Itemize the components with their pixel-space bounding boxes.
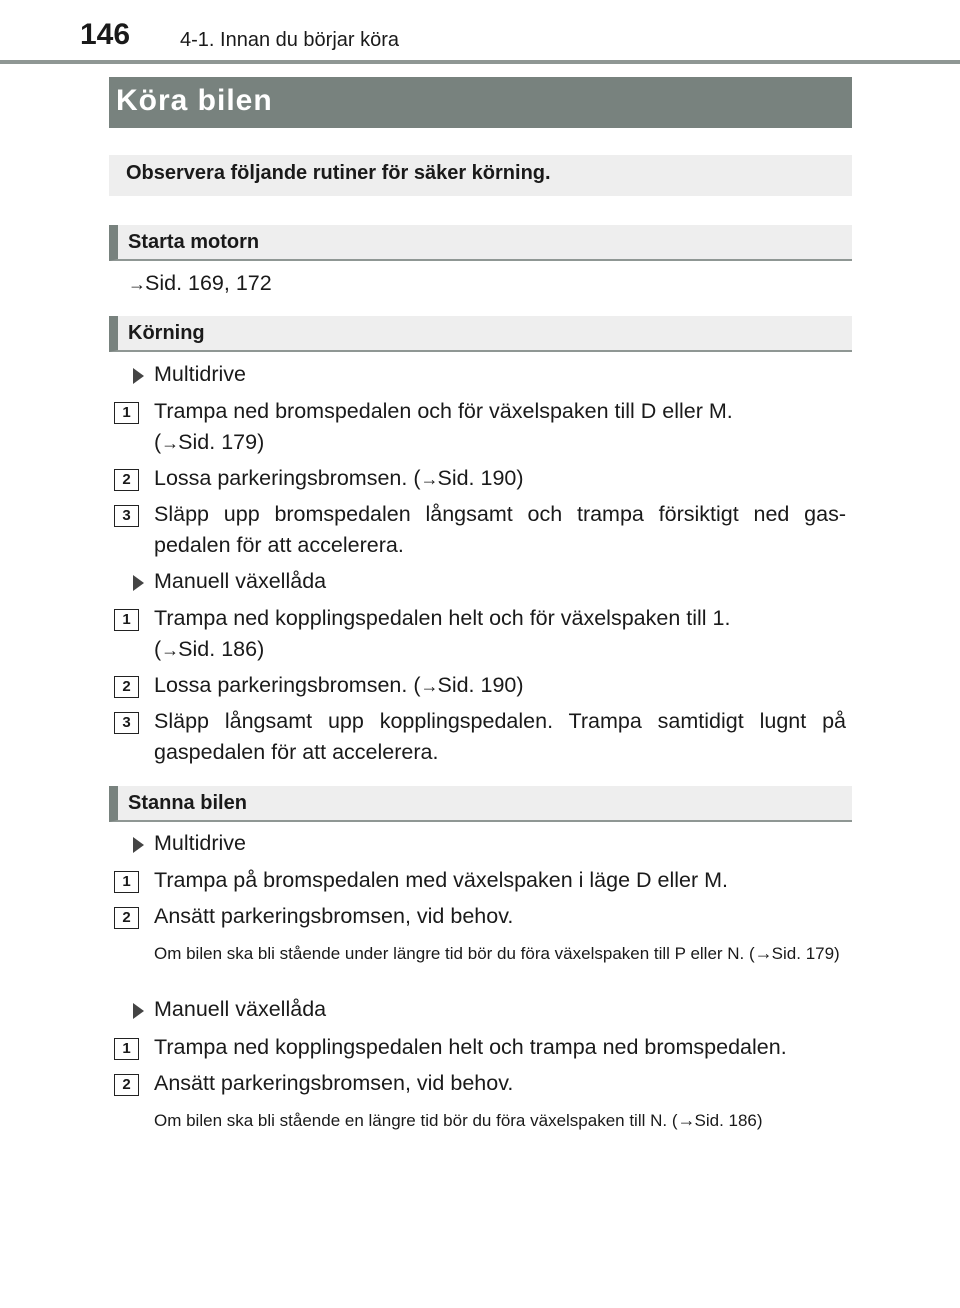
note-text [154,941,846,966]
arrow-icon: → [420,676,438,696]
step-text [154,396,846,459]
note-body: Om bilen ska bli stående under längre tid bör du föra växelspaken till P eller N. ( [154,944,755,963]
triangle-bullet-icon [133,1003,144,1019]
section-heading-label: Körning [128,322,205,344]
step-number-box: 3 [114,712,139,734]
step-text [154,603,846,666]
page-link[interactable]: Sid. 186) [694,1111,763,1130]
step-text: Ansätt parkeringsbromsen, vid behov. [154,904,514,928]
note-text [154,1108,846,1133]
chapter-title: 4-1. Innan du börjar köra [180,29,400,51]
arrow-icon: → [420,469,438,489]
page-title: Köra bilen [116,84,273,117]
step-text: Släpp långsamt upp kopplingspedalen. Trampa samtidigt lugnt på gaspedalen för att accelerera. [154,709,846,764]
note-body: Om bilen ska bli stående en längre tid bör du föra växelspaken till N. ( [154,1111,678,1130]
page-link[interactable]: Sid. 186) [178,637,265,661]
triangle-bullet-icon [133,837,144,853]
step-text-body: Trampa ned kopplingspedalen helt och för växelspaken till 1. [154,606,731,630]
step-text: Släpp upp bromspedalen långsamt och trampa försiktigt ned gas-pedalen för att accelerera. [154,502,846,557]
arrow-icon: → [161,640,179,660]
step-number-box: 2 [114,907,139,929]
step-number-box: 2 [114,676,139,698]
step-text: Trampa på bromspedalen med växelspaken i läge D eller M. [154,868,729,892]
subsection-label: Multidrive [154,831,246,855]
page-link[interactable]: Sid. 190) [437,673,524,697]
header-divider [0,60,960,64]
paren: ( [154,637,162,661]
page-number: 146 [80,18,131,51]
arrow-icon: → [161,433,179,453]
step-text [154,670,846,702]
subsection-label: Multidrive [154,362,246,386]
arrow-icon: → [754,943,772,963]
step-number-box: 1 [114,871,139,893]
step-number-box: 2 [114,469,139,491]
section-heading-label: Starta motorn [128,231,260,253]
paren: ( [154,430,162,454]
step-number-box: 2 [114,1074,139,1096]
step-text: Trampa ned kopplingspedalen helt och trampa ned bromspedalen. [154,1035,787,1059]
step-text [154,463,846,495]
arrow-icon: → [677,1110,695,1130]
step-text-body: Lossa parkeringsbromsen. ( [154,466,421,490]
intro-text: Observera följande rutiner för säker körning. [126,162,551,184]
triangle-bullet-icon [133,575,144,591]
subsection-label: Manuell växellåda [154,569,327,593]
step-number-box: 1 [114,402,139,424]
page-link[interactable]: Sid. 169, 172 [145,271,272,295]
section-heading-driving [109,316,852,352]
section-heading-label: Stanna bilen [128,792,247,814]
page-link[interactable]: Sid. 179) [771,944,840,963]
step-text: Ansätt parkeringsbromsen, vid behov. [154,1071,514,1095]
section-heading-start [109,225,852,261]
page-link[interactable]: Sid. 190) [437,466,524,490]
arrow-icon: → [128,274,145,294]
page-link[interactable]: Sid. 179) [178,430,265,454]
subsection-label: Manuell växellåda [154,997,327,1021]
step-number-box: 1 [114,1038,139,1060]
triangle-bullet-icon [133,368,144,384]
step-text-body: Lossa parkeringsbromsen. ( [154,673,421,697]
step-number-box: 1 [114,609,139,631]
step-number-box: 3 [114,505,139,527]
start-reference [128,271,272,296]
section-heading-stopping [109,786,852,822]
step-text-body: Trampa ned bromspedalen och för växelspaken till D eller M. [154,399,733,423]
